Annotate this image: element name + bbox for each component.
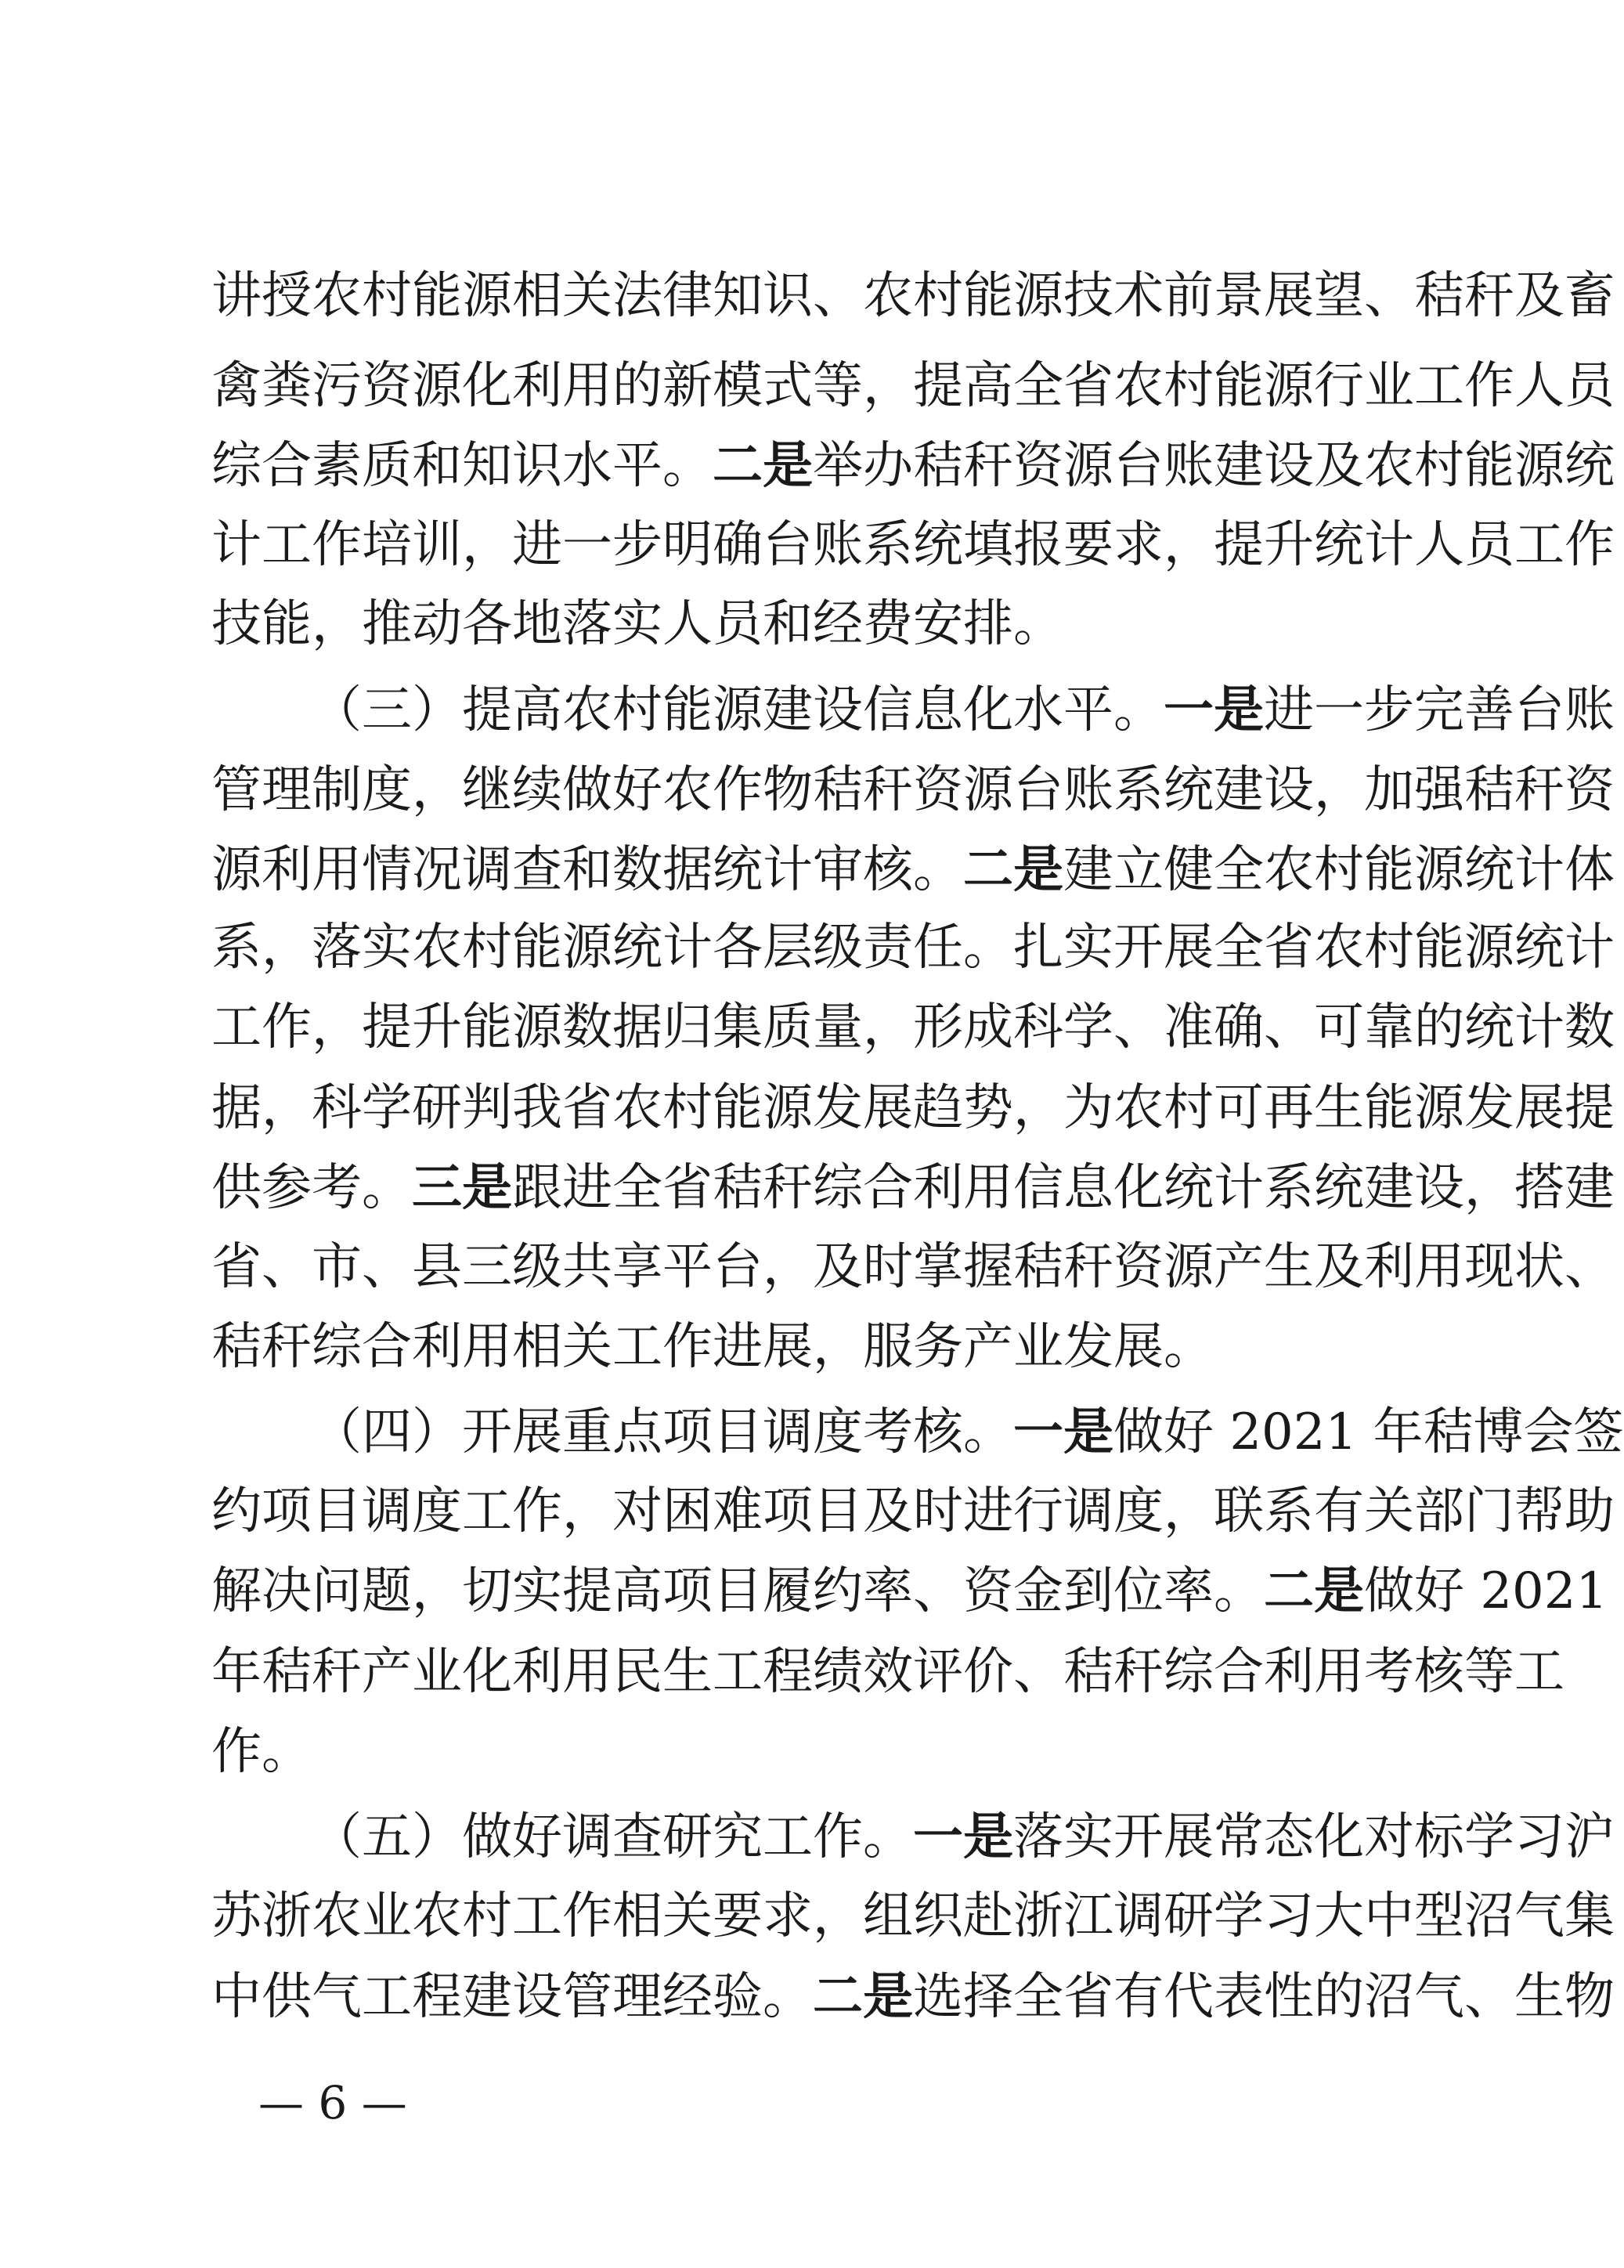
page-number: — 6 — <box>258 2076 407 2129</box>
text-line <box>211 589 1402 659</box>
text-segment: 源利用情况调查和数据统计审核。 <box>211 841 963 899</box>
text-segment: 系，落实农村能源统计各层级责任。扎实开展全省农村能源统计 <box>211 919 1615 977</box>
text-line <box>211 1153 1615 1223</box>
bold-keyword: 二是 <box>813 1967 913 2026</box>
text-segment: 建立健全农村能源统计体 <box>1063 841 1615 899</box>
text-segment: 工作，提升能源数据归集质量，形成科学、准确、可靠的统计数 <box>211 999 1615 1056</box>
text-line <box>211 1556 1608 1627</box>
text-line <box>211 1312 1402 1382</box>
text-segment: 选择全省有代表性的沼气、生物 <box>913 1968 1615 2026</box>
text-segment: 供参考。 <box>211 1159 412 1217</box>
text-segment: 作。 <box>211 1723 312 1781</box>
text-line <box>211 1962 1615 2032</box>
text-line <box>211 1476 1615 1547</box>
text-segment: 技能，推动各地落实人员和经费安排。 <box>211 595 1063 653</box>
text-line <box>211 1637 1564 1707</box>
text-line <box>211 912 1615 983</box>
text-line <box>211 1232 1615 1302</box>
text-segment: 省、市、县三级共享平台，及时掌握秸秆资源产生及利用现状、 <box>211 1238 1615 1296</box>
section-heading: （五）做好调查研究工作。 <box>312 1808 913 1866</box>
text-segment: 跟进全省秸秆综合利用信息化统计系统建设，搭建 <box>512 1159 1615 1217</box>
bold-keyword: 二是 <box>713 436 813 495</box>
text-line <box>211 510 1615 580</box>
text-line <box>211 835 1615 905</box>
paragraph-heading-line <box>312 1802 1615 1873</box>
text-segment: 秸秆综合利用相关工作进展，服务产业发展。 <box>211 1318 1214 1376</box>
text-line <box>211 1073 1615 1143</box>
bold-keyword: 一是 <box>913 1808 1013 1866</box>
text-segment: 计工作培训，进一步明确台账系统填报要求，提升统计人员工作 <box>211 516 1615 574</box>
text-line <box>211 431 1615 501</box>
text-segment: 做好 2021 <box>1364 1562 1608 1620</box>
text-segment: 综合素质和知识水平。 <box>211 437 713 495</box>
text-segment: 管理制度，继续做好农作物秸秆资源台账系统建设，加强秸秆资 <box>211 761 1615 819</box>
text-segment: 中供气工程建设管理经验。 <box>211 1968 813 2026</box>
text-segment: 做好 2021 年秸博会签 <box>1113 1403 1624 1461</box>
text-line <box>211 351 1615 421</box>
bold-keyword: 二是 <box>963 840 1063 899</box>
text-segment: 年秸秆产业化利用民生工程绩效评价、秸秆综合利用考核等工 <box>211 1643 1564 1701</box>
text-segment: 举办秸秆资源台账建设及农村能源统 <box>813 437 1615 495</box>
bold-keyword: 三是 <box>412 1158 512 1217</box>
bold-keyword: 二是 <box>1264 1562 1364 1620</box>
bold-keyword: 一是 <box>1013 1403 1113 1461</box>
text-segment: 苏浙农业农村工作相关要求，组织赴浙江调研学习大中型沼气集 <box>211 1887 1615 1945</box>
text-segment: 禽粪污资源化利用的新模式等，提高全省农村能源行业工作人员 <box>211 357 1615 415</box>
section-heading: （三）提高农村能源建设信息化水平。 <box>312 681 1164 739</box>
section-heading: （四）开展重点项目调度考核。 <box>312 1403 1013 1461</box>
text-line <box>211 992 1615 1063</box>
text-segment: 进一步完善台账 <box>1264 681 1615 739</box>
text-line <box>211 261 1615 331</box>
text-segment: 落实开展常态化对标学习沪 <box>1013 1808 1615 1866</box>
text-line <box>211 755 1615 825</box>
text-segment: 据，科学研判我省农村能源发展趋势，为农村可再生能源发展提 <box>211 1079 1615 1137</box>
bold-keyword: 一是 <box>1164 681 1264 739</box>
text-line <box>211 1717 1402 1787</box>
text-segment: 讲授农村能源相关法律知识、农村能源技术前景展望、秸秆及畜 <box>211 267 1615 325</box>
text-segment: 解决问题，切实提高项目履约率、资金到位率。 <box>211 1562 1264 1620</box>
paragraph-heading-line <box>312 1397 1624 1468</box>
text-segment: 约项目调度工作，对困难项目及时进行调度，联系有关部门帮助 <box>211 1483 1615 1540</box>
text-line <box>211 1881 1615 1952</box>
paragraph-heading-line <box>312 675 1615 746</box>
